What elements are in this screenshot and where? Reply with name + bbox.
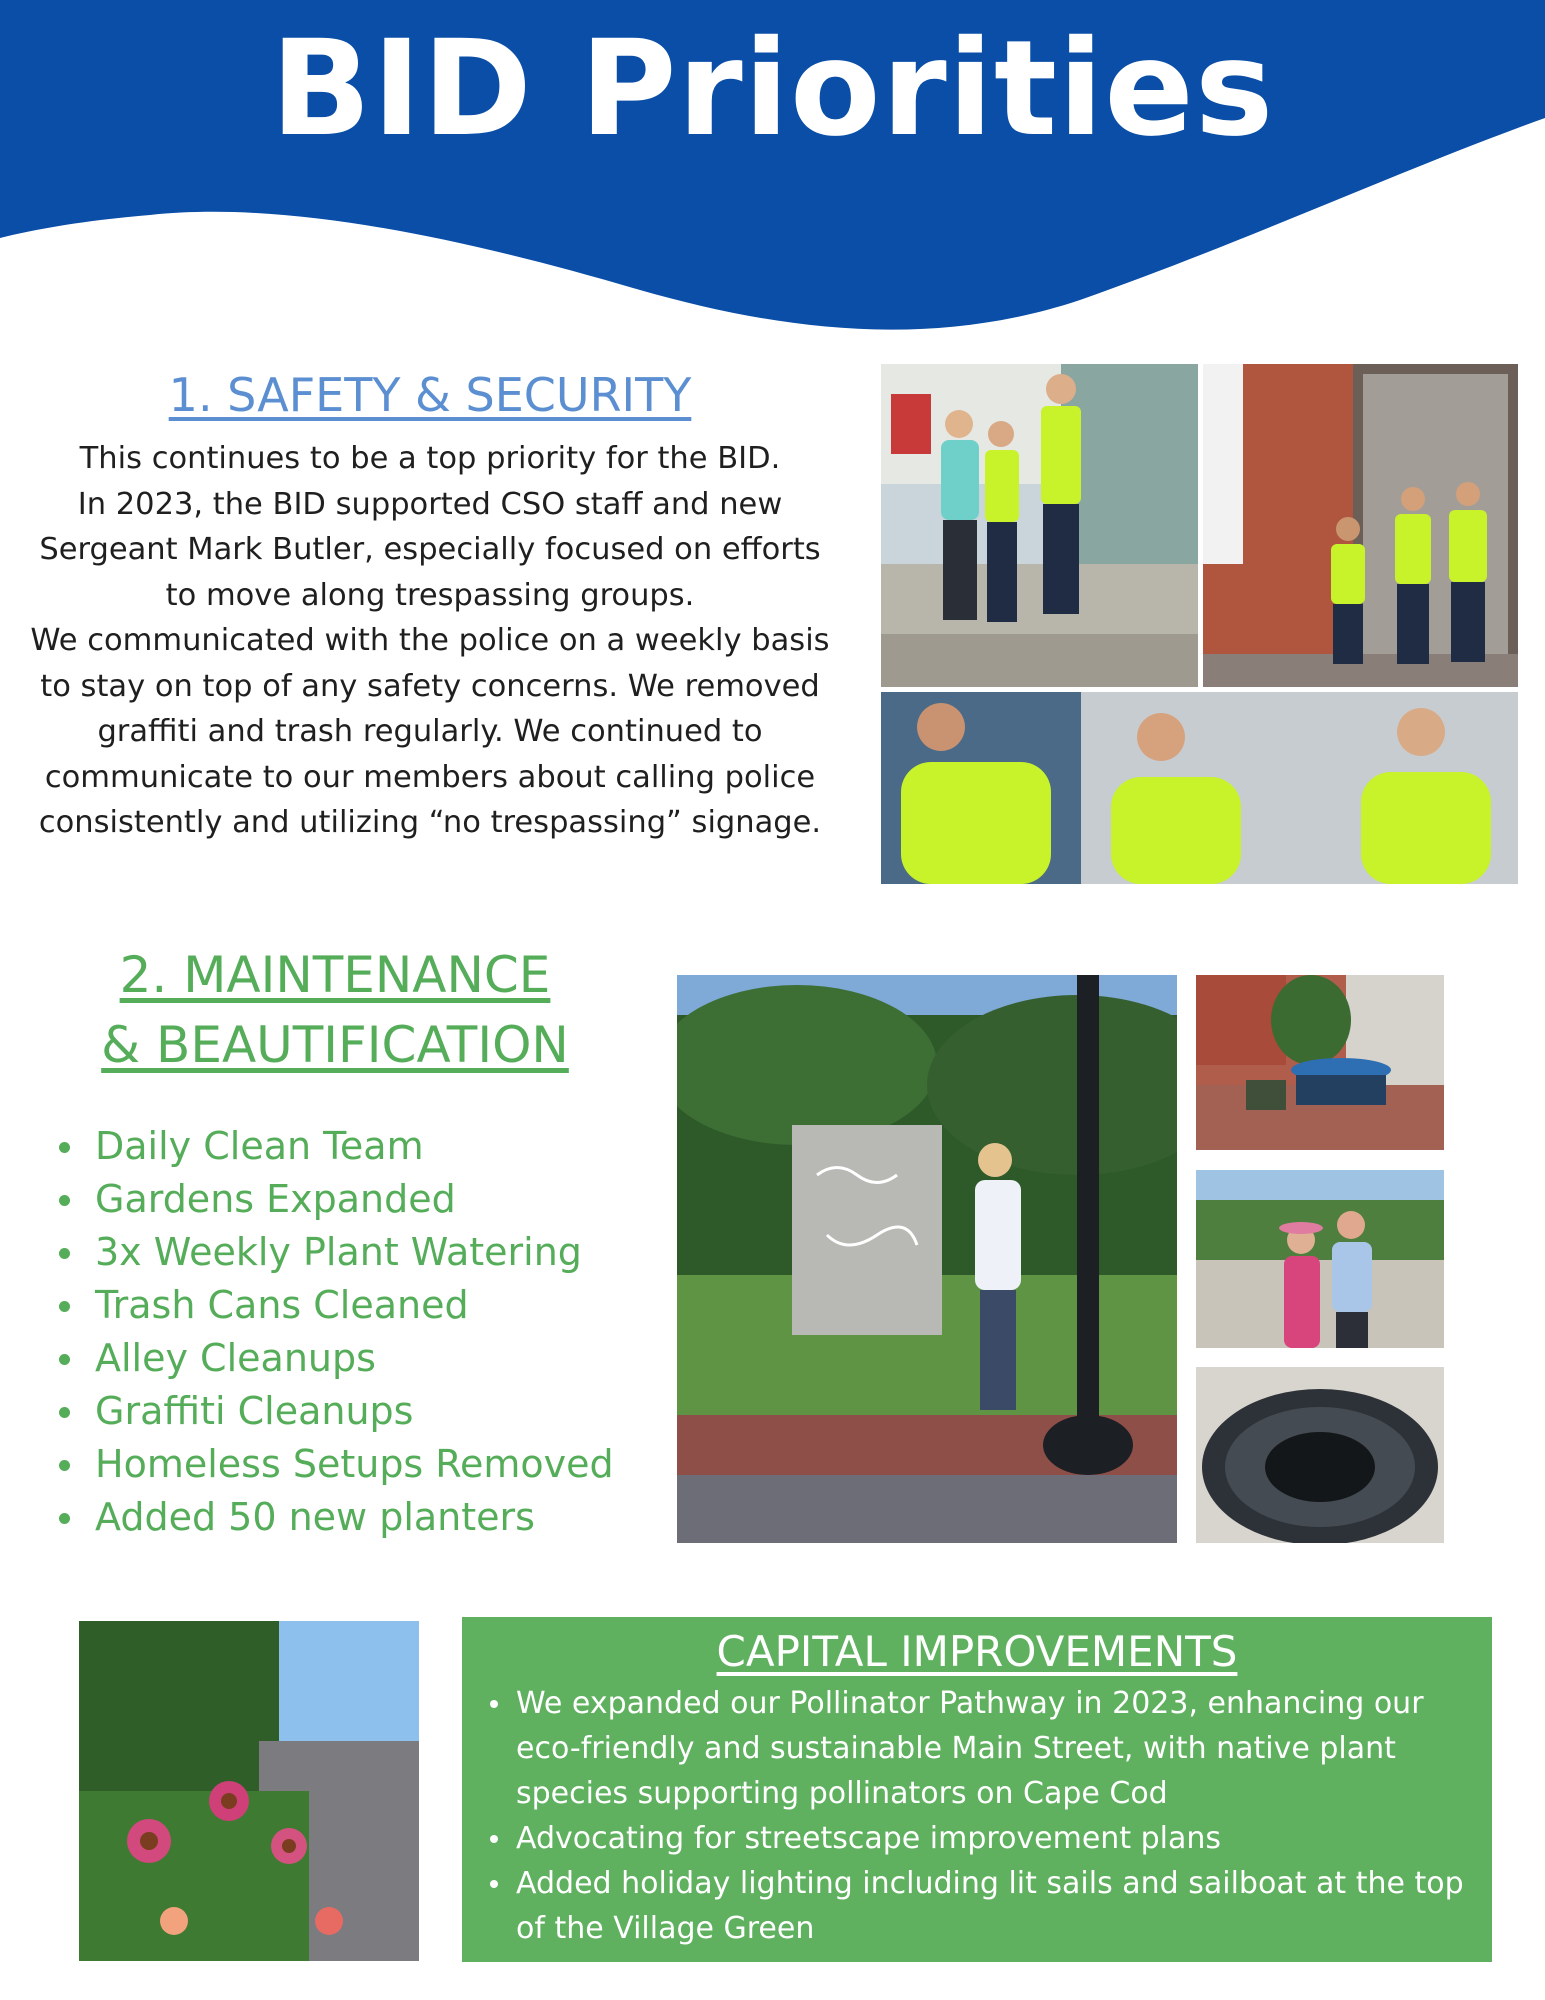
list-item-label: Trash Cans Cleaned bbox=[95, 1283, 469, 1327]
list-item-label: Added 50 new planters bbox=[95, 1495, 535, 1539]
bullet-icon bbox=[59, 1407, 70, 1418]
list-item-label: Graffiti Cleanups bbox=[95, 1389, 414, 1433]
bullet-icon bbox=[59, 1513, 70, 1524]
list-item-label: Alley Cleanups bbox=[95, 1336, 376, 1380]
safety-body bbox=[20, 436, 840, 846]
list-item-label: We expanded our Pollinator Pathway in 2023, enhancing our eco-friendly and sustainable Main Street, with native plant species supporting pollinators on Cape Cod bbox=[516, 1686, 1424, 1811]
list-item bbox=[484, 1816, 1484, 1861]
bullet-icon bbox=[490, 1700, 498, 1708]
photo-cso-officers-brick-building bbox=[1203, 364, 1518, 687]
list-item bbox=[484, 1681, 1484, 1816]
maintenance-heading bbox=[60, 940, 610, 1080]
list-item bbox=[55, 1385, 614, 1438]
safety-paragraph: We communicated with the police on a weekly basis to stay on top of any safety concerns. We removed graffiti and trash regularly. We continued to communicate to our members about calling police consistently and utilizing “no trespassing” signage. bbox=[30, 623, 830, 840]
list-item-label: 3x Weekly Plant Watering bbox=[95, 1230, 582, 1274]
capital-heading: CAPITAL IMPROVEMENTS bbox=[716, 1627, 1238, 1676]
safety-heading: 1. SAFETY & SECURITY bbox=[168, 368, 692, 422]
safety-paragraph: This continues to be a top priority for the BID. bbox=[79, 441, 781, 476]
photo-cso-officers-group bbox=[881, 692, 1518, 884]
bullet-icon bbox=[59, 1248, 70, 1259]
capital-improvements-box bbox=[462, 1617, 1492, 1962]
list-item bbox=[55, 1491, 614, 1544]
photo-people-on-street bbox=[1196, 1170, 1444, 1348]
list-item-label: Advocating for streetscape improvement plans bbox=[516, 1821, 1222, 1856]
capital-list bbox=[484, 1681, 1484, 1951]
photo-coneflowers-main-street bbox=[79, 1621, 419, 1961]
bullet-icon bbox=[490, 1880, 498, 1888]
photo-trash-can bbox=[1196, 1367, 1444, 1543]
list-item bbox=[55, 1438, 614, 1491]
maintenance-heading-line2: & BEAUTIFICATION bbox=[101, 1016, 569, 1074]
list-item-label: Homeless Setups Removed bbox=[95, 1442, 614, 1486]
photo-cso-officers-sidewalk bbox=[881, 364, 1198, 687]
bullet-icon bbox=[59, 1354, 70, 1365]
list-item bbox=[55, 1173, 614, 1226]
list-item bbox=[55, 1120, 614, 1173]
bullet-icon bbox=[59, 1460, 70, 1471]
list-item bbox=[484, 1861, 1484, 1951]
list-item-label: Daily Clean Team bbox=[95, 1124, 424, 1168]
maintenance-list bbox=[55, 1120, 614, 1544]
list-item-label: Gardens Expanded bbox=[95, 1177, 456, 1221]
list-item bbox=[55, 1226, 614, 1279]
maintenance-heading-line1: 2. MAINTENANCE bbox=[119, 946, 551, 1004]
photo-homeless-setup bbox=[1196, 975, 1444, 1150]
list-item bbox=[55, 1279, 614, 1332]
list-item-label: Added holiday lighting including lit sails and sailboat at the top of the Village Green bbox=[516, 1866, 1464, 1946]
bullet-icon bbox=[59, 1195, 70, 1206]
bullet-icon bbox=[490, 1835, 498, 1843]
page-title: BID Priorities bbox=[270, 12, 1275, 166]
photo-graffiti-utility-box bbox=[677, 975, 1177, 1543]
safety-paragraph: In 2023, the BID supported CSO staff and new Sergeant Mark Butler, especially focused on efforts to move along trespassing groups. bbox=[39, 486, 821, 613]
bullet-icon bbox=[59, 1301, 70, 1312]
bullet-icon bbox=[59, 1142, 70, 1153]
list-item bbox=[55, 1332, 614, 1385]
